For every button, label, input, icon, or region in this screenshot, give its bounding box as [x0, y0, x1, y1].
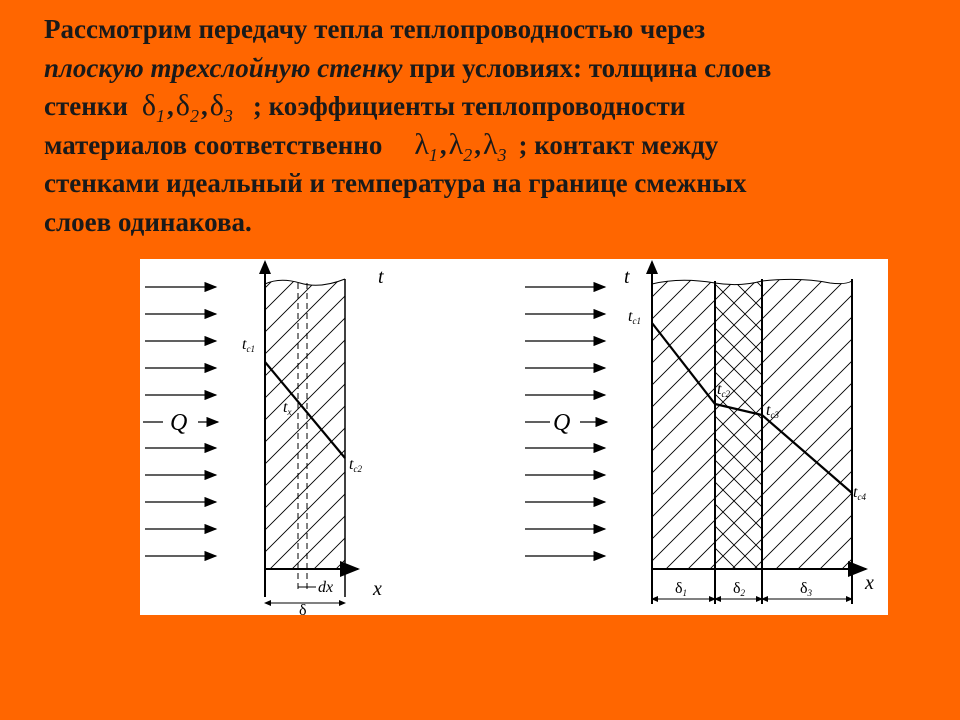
delta-3-symbol: $\delta_3$ [209, 89, 233, 126]
x-axis-label-left: x [373, 578, 382, 600]
layer-2-hatch [715, 281, 762, 569]
layer-3-hatch [762, 279, 852, 569]
lambda-3-symbol: $\lambda_3$ [482, 127, 507, 165]
dx-label: dx [318, 579, 334, 596]
lambda-1-symbol: $\lambda_1$ [414, 127, 438, 165]
italic-phrase: плоскую трехслойную стенку [44, 52, 403, 83]
diagram-canvas [140, 259, 888, 615]
x-axis-label-right: x [865, 572, 874, 594]
walls-label: стенки [44, 91, 128, 121]
statement-line-1: Рассмотрим передачу тепла теплопроводностью через [44, 14, 706, 44]
t-c1-label-right: tc1 [628, 308, 641, 326]
wall-hatch-left [265, 279, 345, 569]
lambda-2-symbol: $\lambda_2$ [448, 127, 473, 165]
delta-1-label: δ1 [675, 580, 688, 598]
contact-label: ; контакт между [518, 129, 719, 160]
materials-label: материалов соответственно [44, 129, 383, 160]
t-c1-label-left: tc1 [242, 336, 255, 354]
delta-3-label: δ3 [800, 580, 813, 598]
t-x-label-left: tx [283, 399, 292, 417]
statement-line-2-rest: при условиях: толщина слоев [402, 52, 772, 83]
wall-diagrams [140, 259, 888, 615]
delta-2-symbol: $\delta_2$ [175, 89, 199, 126]
t-c4-label-right: tc4 [853, 484, 866, 502]
t-c2-label-left: tc2 [349, 456, 362, 474]
three-layer-wall-diagram [525, 262, 874, 604]
statement-line-6: слоев одинакова. [44, 206, 252, 237]
statement-line-5: стенками идеальный и температура на границе смежных [44, 168, 747, 198]
t-c3-label-right: tc3 [766, 402, 779, 420]
statement-line-4: материалов соответственно $\lambda_1,\lambda_2,\lambda_3$ ; контакт между [44, 127, 719, 165]
delta-1-symbol: $\delta_1$ [141, 89, 166, 126]
heat-flow-label-right: Q [553, 410, 571, 436]
thickness-label-left: δ [299, 602, 307, 615]
single-wall-diagram [143, 262, 384, 615]
heat-flow-label-left: Q [170, 410, 188, 436]
t-axis-label-left: t [378, 266, 384, 288]
t-axis-label-right: t [624, 266, 630, 288]
statement-line-2 [44, 49, 924, 88]
delta-2-label: δ2 [733, 580, 746, 598]
problem-statement [44, 10, 924, 241]
statement-line-3: стенки $\delta_1,\delta_2,\delta_3$ ; коэффициенты теплопроводности [44, 89, 686, 126]
conductivity-label: ; коэффициенты теплопроводности [252, 91, 686, 121]
t-c2-label-right: tc2 [717, 381, 730, 399]
